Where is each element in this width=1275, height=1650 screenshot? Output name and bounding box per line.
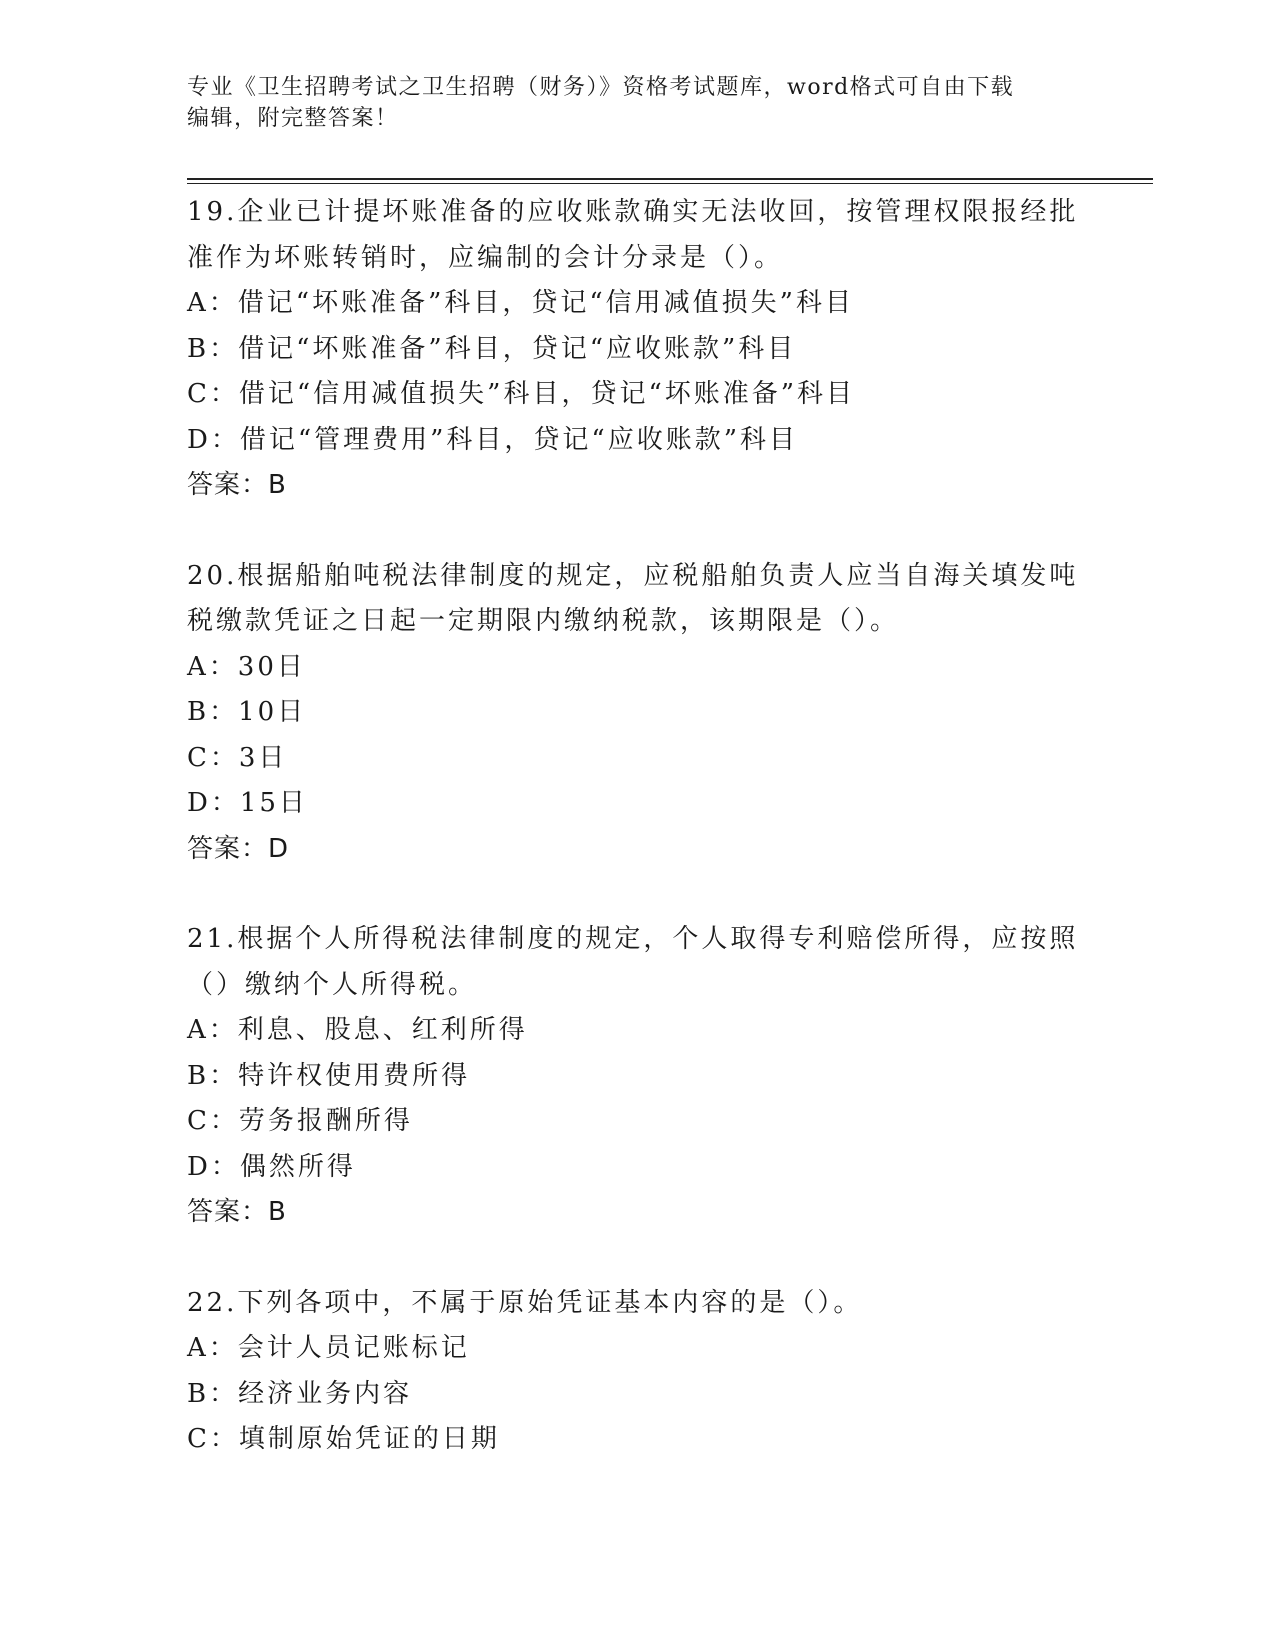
document-header [187, 72, 1087, 134]
question-stem: 21.根据个人所得税法律制度的规定，个人取得专利赔偿所得，应按照 [187, 924, 1079, 954]
header-divider-thin [187, 183, 1153, 184]
question-stem: 22.下列各项中，不属于原始凭证基本内容的是（）。 [187, 1287, 863, 1318]
answer: 答案：B [187, 470, 287, 500]
answer: 答案：B [187, 1197, 287, 1227]
option-d: D：借记“管理费用”科目，贷记“应收账款”科目 [187, 424, 799, 455]
question-stem-continued: （）缴纳个人所得税。 [187, 969, 478, 1000]
option-d: D：偶然所得 [187, 1151, 356, 1182]
option-b: B：借记“坏账准备”科目，贷记“应收账款”科目 [187, 333, 797, 364]
option-c: C：借记“信用减值损失”科目，贷记“坏账准备”科目 [187, 379, 856, 409]
header-divider-thick [187, 178, 1153, 180]
question-stem-continued: 税缴款凭证之日起一定期限内缴纳税款，该期限是（）。 [187, 606, 900, 636]
option-a: A：借记“坏账准备”科目，贷记“信用减值损失”科目 [187, 288, 854, 318]
option-a: A：会计人员记账标记 [187, 1333, 470, 1363]
option-a: A：利息、股息、红利所得 [187, 1015, 528, 1045]
question-spacer [187, 509, 1087, 554]
question-19 [187, 190, 1087, 509]
question-22 [187, 1281, 1087, 1463]
option-b: B：特许权使用费所得 [187, 1060, 471, 1091]
option-c: C：填制原始凭证的日期 [187, 1424, 500, 1454]
option-b: B：经济业务内容 [187, 1378, 413, 1409]
question-list [187, 190, 1087, 1463]
question-stem: 20.根据船舶吨税法律制度的规定，应税船舶负责人应当自海关填发吨 [187, 560, 1079, 591]
option-d: D：15日 [187, 788, 308, 818]
question-20 [187, 554, 1087, 873]
option-c: C：劳务报酬所得 [187, 1106, 413, 1136]
option-a: A：30日 [187, 651, 306, 682]
header-line-2: 编辑，附完整答案！ [187, 106, 399, 131]
option-b: B：10日 [187, 697, 307, 727]
question-spacer [187, 1236, 1087, 1281]
question-spacer [187, 872, 1087, 917]
question-stem-continued: 准作为坏账转销时，应编制的会计分录是（）。 [187, 242, 784, 273]
question-21 [187, 917, 1087, 1236]
header-line-1: 专业《卫生招聘考试之卫生招聘（财务）》资格考试题库，word格式可自由下载 [187, 75, 1015, 100]
question-stem: 19.企业已计提坏账准备的应收账款确实无法收回，按管理权限报经批 [187, 197, 1079, 227]
answer: 答案：D [187, 833, 290, 864]
option-c: C：3日 [187, 742, 288, 773]
